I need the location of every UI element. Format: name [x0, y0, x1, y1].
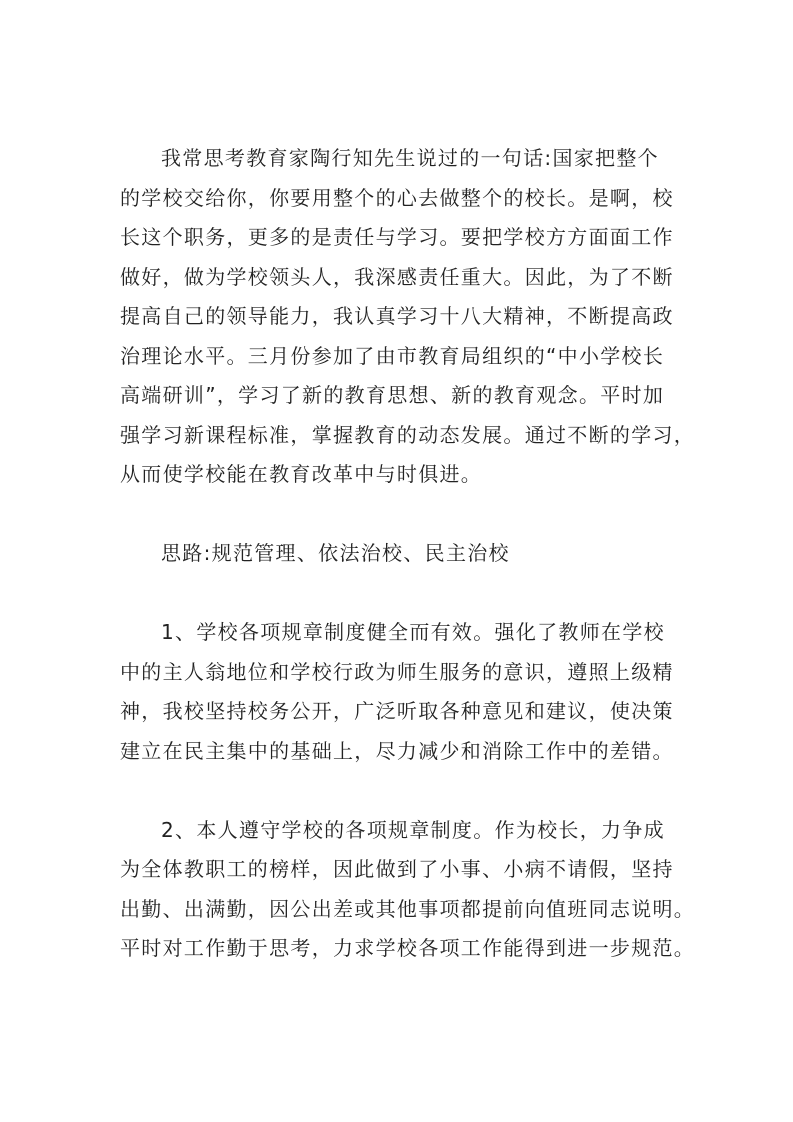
text-line: 我常思考教育家陶行知先生说过的一句话:国家把整个: [161, 146, 659, 170]
document-body: [120, 139, 696, 969]
paragraph-spacer: [120, 574, 685, 614]
paragraph-item-1: [120, 613, 685, 771]
text-line: 从而使学校能在教育改革中与时俱进。: [120, 462, 483, 486]
text-line: 平时对工作勤于思考，力求学校各项工作能得到进一步规范。: [120, 936, 696, 960]
text-line: 2、本人遵守学校的各项规章制度。作为校长，力争成: [161, 817, 665, 842]
paragraph-principal-study: [120, 139, 696, 495]
text-line: 神，我校坚持校务公开，广泛听取各种意见和建议，使决策: [120, 699, 674, 723]
text-line: 长这个职务，更多的是责任与学习。要把学校方方面面工作: [120, 225, 674, 249]
paragraph-spacer: [120, 495, 685, 535]
text-line: 治理论水平。三月份参加了由市教育局组织的“中小学校长: [120, 343, 665, 368]
paragraph-spacer: [120, 771, 685, 811]
text-line: 提高自己的领导能力，我认真学习十八大精神，不断提高政: [120, 304, 674, 328]
text-line: 高端研训”，学习了新的教育思想、新的教育观念。平时加: [120, 383, 665, 407]
paragraph-approach-heading: [120, 534, 685, 574]
text-line: 1、学校各项规章制度健全而有效。强化了教师在学校: [161, 620, 665, 644]
text-line: 建立在民主集中的基础上，尽力减少和消除工作中的差错。: [120, 738, 674, 763]
text-line: 的学校交给你，你要用整个的心去做整个的校长。是啊，校: [120, 185, 674, 210]
text-line: 强学习新课程标准，掌握教育的动态发展。通过不断的学习，: [120, 422, 696, 447]
text-line: 中的主人翁地位和学校行政为师生服务的意识，遵照上级精: [120, 659, 674, 684]
paragraph-item-2: [120, 811, 696, 969]
text-line: 思路:规范管理、依法治校、民主治校: [161, 541, 510, 565]
text-line: 为全体教职工的榜样，因此做到了小事、小病不请假，坚持: [120, 857, 674, 881]
text-line: 出勤、出满勤，因公出差或其他事项都提前向值班同志说明。: [120, 896, 696, 921]
text-line: 做好，做为学校领头人，我深感责任重大。因此，为了不断: [120, 264, 674, 289]
